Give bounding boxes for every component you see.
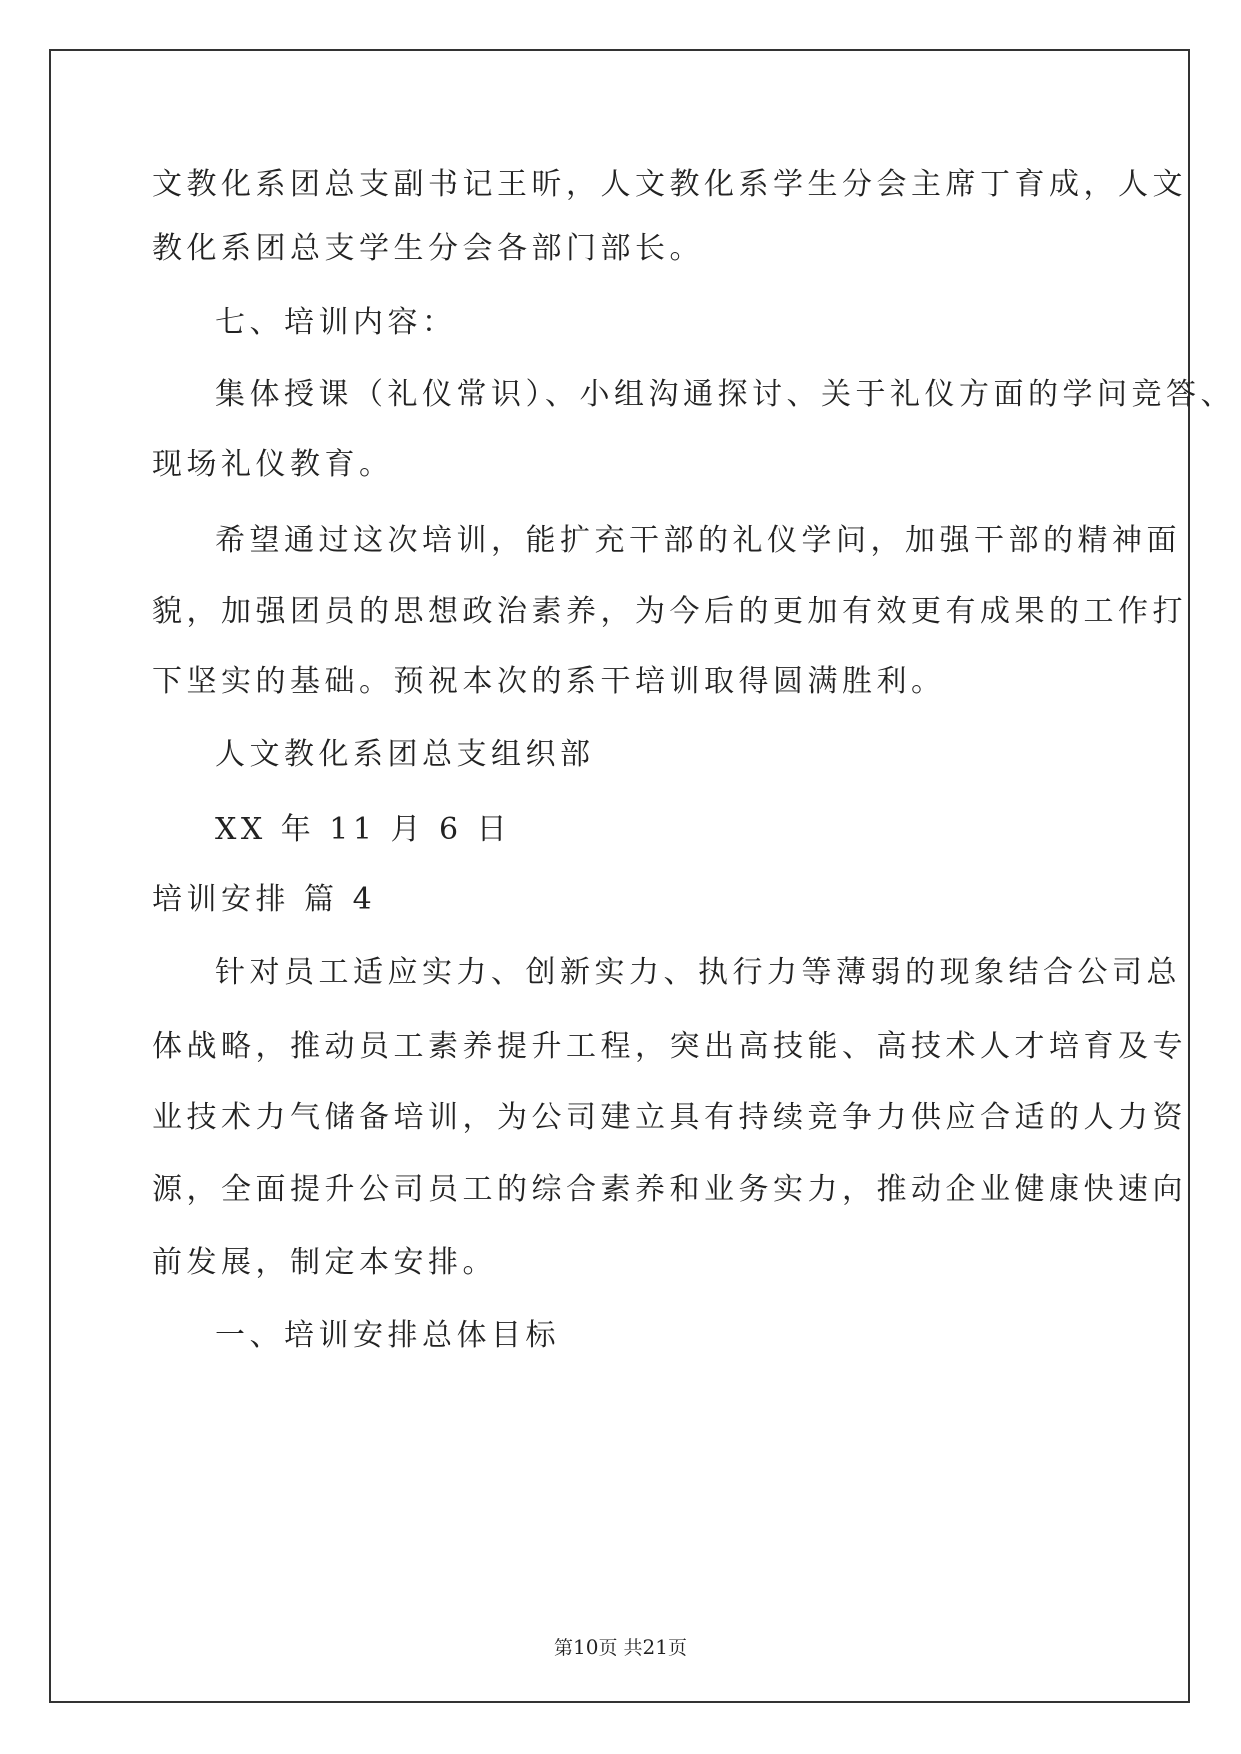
page-footer xyxy=(0,1633,1241,1662)
section-heading: 七、培训内容： xyxy=(215,305,457,340)
paragraph-line: 教化系团总支学生分会各部门部长。 xyxy=(152,231,704,266)
section-heading: 一、培训安排总体目标 xyxy=(215,1318,560,1353)
footer-page-mid: 页 共 xyxy=(598,1637,643,1659)
paragraph-line: 希望通过这次培训，能扩充干部的礼仪学问，加强干部的精神面 xyxy=(215,523,1181,558)
page-border xyxy=(49,49,1190,1703)
footer-current-page: 10 xyxy=(573,1635,599,1659)
footer-page-suffix: 页 xyxy=(667,1637,687,1659)
signature-date: XX 年 11 月 6 日 xyxy=(215,812,512,847)
paragraph-line: 貌，加强团员的思想政治素养，为今后的更加有效更有成果的工作打 xyxy=(152,594,1187,629)
paragraph-line: 源，全面提升公司员工的综合素养和业务实力，推动企业健康快速向 xyxy=(152,1172,1187,1207)
footer-total-pages: 21 xyxy=(642,1635,668,1659)
paragraph-line: 下坚实的基础。预祝本次的系干培训取得圆满胜利。 xyxy=(152,664,946,699)
article-title: 培训安排 篇 4 xyxy=(152,882,377,917)
paragraph-line: 文教化系团总支副书记王昕，人文教化系学生分会主席丁育成，人文 xyxy=(152,167,1187,202)
paragraph-line: 业技术力气储备培训，为公司建立具有持续竞争力供应合适的人力资 xyxy=(152,1100,1187,1135)
footer-page-prefix: 第 xyxy=(554,1637,574,1659)
paragraph-line: 体战略，推动员工素养提升工程，突出高技能、高技术人才培育及专 xyxy=(152,1029,1187,1064)
paragraph-line: 现场礼仪教育。 xyxy=(152,447,394,482)
signature-org: 人文教化系团总支组织部 xyxy=(215,737,595,772)
paragraph-line: 针对员工适应实力、创新实力、执行力等薄弱的现象结合公司总 xyxy=(215,955,1181,990)
paragraph-line: 前发展，制定本安排。 xyxy=(152,1245,497,1280)
paragraph-line: 集体授课（礼仪常识）、小组沟通探讨、关于礼仪方面的学问竞答、 xyxy=(215,377,1235,412)
